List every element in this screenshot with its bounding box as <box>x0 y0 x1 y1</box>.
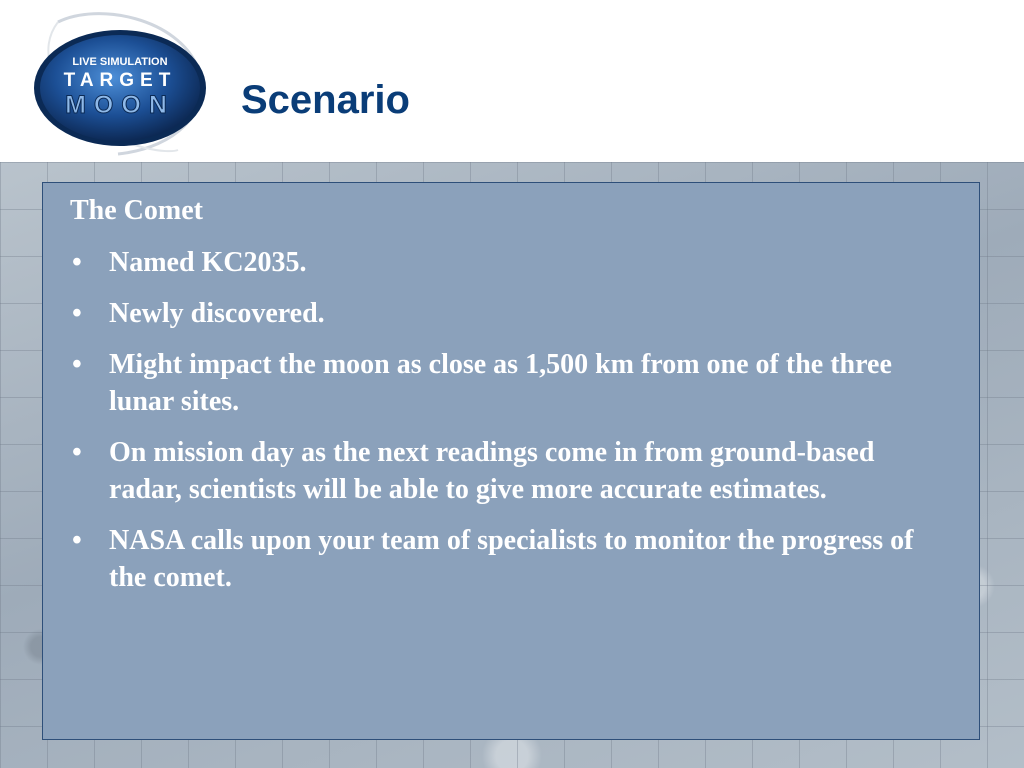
bullet-marker: • <box>72 437 82 468</box>
bullet-item <box>70 522 940 596</box>
bullet-item <box>70 244 940 281</box>
logo-line1: LIVE SIMULATION <box>72 56 168 68</box>
bullet-item <box>70 346 940 420</box>
bullet-marker: • <box>72 525 82 556</box>
bullet-item <box>70 295 940 332</box>
bullet-text: NASA calls upon your team of specialists to monitor the progress of the comet. <box>109 525 914 593</box>
slide-title: Scenario <box>241 78 410 122</box>
bullet-text: On mission day as the next readings come in from ground-based radar, scientists will be able to give more accurate estimates. <box>109 437 875 505</box>
bullet-text: Might impact the moon as close as 1,500 km from one of the three lunar sites. <box>109 349 892 417</box>
bullet-text: Newly discovered. <box>109 298 325 329</box>
bullet-marker: • <box>72 247 82 278</box>
bullet-list <box>70 244 940 610</box>
bullet-text: Named KC2035. <box>109 247 307 278</box>
section-heading: The Comet <box>70 195 203 226</box>
bullet-marker: • <box>72 349 82 380</box>
bullet-marker: • <box>72 298 82 329</box>
target-moon-logo-graphic <box>28 8 214 158</box>
bullet-item <box>70 434 940 508</box>
logo-line2: TARGET <box>63 70 177 91</box>
logo-line3: MOON <box>65 91 175 119</box>
target-moon-logo <box>28 8 214 158</box>
slide-header <box>0 0 1024 162</box>
